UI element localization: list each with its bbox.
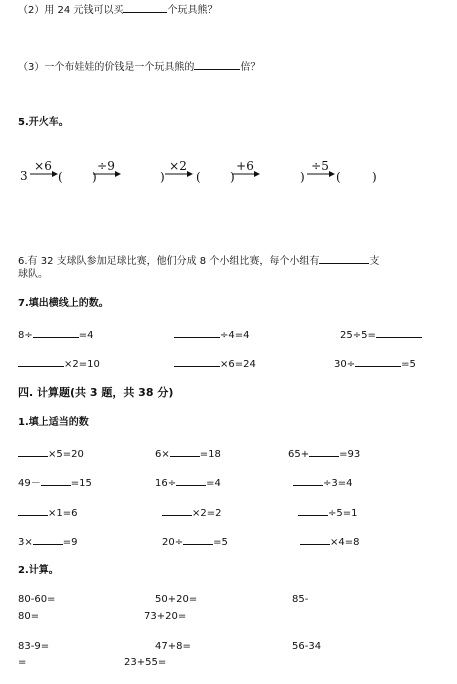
- question-2-prefix: （2）用 24 元钱可以买: [18, 5, 124, 16]
- answer-box-paren[interactable]: ): [160, 170, 165, 184]
- train-diagram-svg: [0, 160, 457, 190]
- expression-suffix: ×4=8: [330, 537, 360, 548]
- arrow-head-icon: [254, 171, 260, 177]
- expression-suffix: =18: [199, 449, 221, 460]
- expression-prefix: 25÷5=: [340, 330, 376, 341]
- answer-blank[interactable]: [170, 446, 200, 457]
- answer-blank[interactable]: [298, 505, 328, 516]
- s1-row1-item-1: [18, 446, 84, 462]
- calc-item: 56-34: [292, 641, 322, 652]
- expression-suffix: ×5=20: [48, 449, 84, 460]
- answer-box-paren[interactable]: (: [336, 170, 341, 184]
- calc-item: =: [18, 657, 27, 668]
- calc-item: 80=: [18, 611, 40, 622]
- expression-suffix: ×1=6: [48, 508, 78, 519]
- answer-box-paren[interactable]: ): [300, 170, 305, 184]
- expression-suffix: =93: [339, 449, 361, 460]
- expression-prefix: 8÷: [18, 330, 33, 341]
- expression-suffix: ÷5=1: [328, 508, 358, 519]
- expression-prefix: 65+: [288, 449, 310, 460]
- calc-item: 80-60=: [18, 594, 56, 605]
- train-step: [307, 159, 335, 177]
- train-operation-label: +6: [236, 159, 254, 173]
- expression-prefix: 6×: [155, 449, 170, 460]
- s1-row1-item-3: [288, 446, 360, 462]
- answer-blank[interactable]: [194, 59, 240, 70]
- s1-row4-item-2: [162, 534, 228, 550]
- question-3: [18, 59, 260, 75]
- calc-item: 85-: [292, 594, 309, 605]
- question-7-title: 7.填出横线上的数。: [18, 298, 109, 309]
- answer-blank[interactable]: [176, 475, 206, 486]
- answer-box-paren[interactable]: ): [372, 170, 377, 184]
- s1-row2-item-3: [293, 475, 352, 491]
- answer-blank[interactable]: [174, 356, 220, 367]
- answer-blank[interactable]: [355, 356, 401, 367]
- calc-item: 50+20=: [155, 594, 198, 605]
- calc-item: 83-9=: [18, 641, 50, 652]
- train-diagram: [0, 160, 457, 190]
- s1-row2-item-2: [155, 475, 221, 491]
- answer-blank[interactable]: [18, 356, 64, 367]
- answer-blank[interactable]: [319, 253, 369, 264]
- train-operation-label: ÷9: [97, 159, 115, 173]
- question-6-suffix: 支: [369, 256, 380, 267]
- answer-blank[interactable]: [376, 327, 422, 338]
- train-step: [93, 159, 121, 177]
- arrow-head-icon: [187, 171, 193, 177]
- train-step: [165, 159, 193, 177]
- s1-row3-item-3: [298, 505, 357, 521]
- expression-prefix: 3×: [18, 537, 33, 548]
- answer-blank[interactable]: [41, 475, 71, 486]
- subquestion-2-title: 2.计算。: [18, 565, 59, 576]
- question-6-prefix: 6.有 32 支球队参加足球比赛，他们分成 8 个小组比赛，每个小组有: [18, 256, 320, 267]
- q7-row2-item-2: [174, 356, 256, 372]
- q7-row1-item-1: [18, 327, 94, 343]
- expression-suffix: ÷4=4: [220, 330, 250, 341]
- answer-blank[interactable]: [123, 2, 167, 13]
- answer-blank[interactable]: [33, 534, 63, 545]
- expression-suffix: ÷3=4: [323, 478, 353, 489]
- answer-box-paren[interactable]: (: [196, 170, 201, 184]
- s1-row4-item-3: [300, 534, 359, 550]
- section-4-title: 四. 计算题(共 3 题，共 38 分): [18, 386, 174, 399]
- train-operation-label: ÷5: [311, 159, 329, 173]
- s1-row1-item-2: [155, 446, 221, 462]
- question-5-title: 5.开火车。: [18, 117, 69, 128]
- expression-suffix: =5: [401, 359, 416, 370]
- q7-row2-item-3: [334, 356, 416, 372]
- q7-row1-item-2: [174, 327, 249, 343]
- expression-prefix: 16÷: [155, 478, 177, 489]
- expression-prefix: 30÷: [334, 359, 356, 370]
- answer-blank[interactable]: [174, 327, 220, 338]
- calc-item: 73+20=: [144, 611, 187, 622]
- arrow-head-icon: [329, 171, 335, 177]
- expression-suffix: ×2=10: [64, 359, 100, 370]
- question-6-line-2: 球队。: [18, 269, 48, 280]
- expression-suffix: ×6=24: [220, 359, 256, 370]
- s1-row4-item-1: [18, 534, 78, 550]
- expression-suffix: ×2=2: [192, 508, 222, 519]
- subquestion-1-title: 1.填上适当的数: [18, 417, 89, 428]
- s1-row2-item-1: [18, 475, 92, 491]
- answer-box-paren[interactable]: ): [92, 170, 97, 184]
- answer-blank[interactable]: [18, 446, 48, 457]
- calc-item: 47+8=: [155, 641, 191, 652]
- train-operation-label: ×6: [34, 159, 52, 173]
- answer-blank[interactable]: [293, 475, 323, 486]
- answer-blank[interactable]: [183, 534, 213, 545]
- question-6-line-1: [18, 253, 379, 269]
- train-step: [30, 159, 58, 177]
- expression-prefix: 20÷: [162, 537, 184, 548]
- answer-box-paren[interactable]: ): [230, 170, 235, 184]
- answer-blank[interactable]: [300, 534, 330, 545]
- q7-row2-item-1: [18, 356, 100, 372]
- answer-blank[interactable]: [309, 446, 339, 457]
- answer-blank[interactable]: [18, 505, 48, 516]
- expression-suffix: =4: [206, 478, 221, 489]
- train-operation-label: ×2: [169, 159, 187, 173]
- question-2: [18, 2, 217, 18]
- answer-box-paren[interactable]: (: [58, 170, 63, 184]
- question-3-suffix: 倍？: [240, 62, 261, 73]
- expression-prefix: 49－: [18, 478, 41, 489]
- calc-item: 23+55=: [124, 657, 167, 668]
- train-start-number: 3: [20, 169, 28, 183]
- q7-row1-item-3: [340, 327, 422, 343]
- answer-blank[interactable]: [33, 327, 79, 338]
- expression-suffix: =9: [62, 537, 78, 548]
- s1-row3-item-2: [162, 505, 221, 521]
- question-2-suffix: 个玩具熊？: [167, 5, 218, 16]
- expression-suffix: =4: [78, 330, 94, 341]
- expression-suffix: =5: [213, 537, 228, 548]
- question-3-prefix: （3）一个布娃娃的价钱是一个玩具熊的: [18, 62, 195, 73]
- train-step: [232, 159, 260, 177]
- arrow-head-icon: [115, 171, 121, 177]
- s1-row3-item-1: [18, 505, 77, 521]
- expression-suffix: =15: [70, 478, 92, 489]
- answer-blank[interactable]: [162, 505, 192, 516]
